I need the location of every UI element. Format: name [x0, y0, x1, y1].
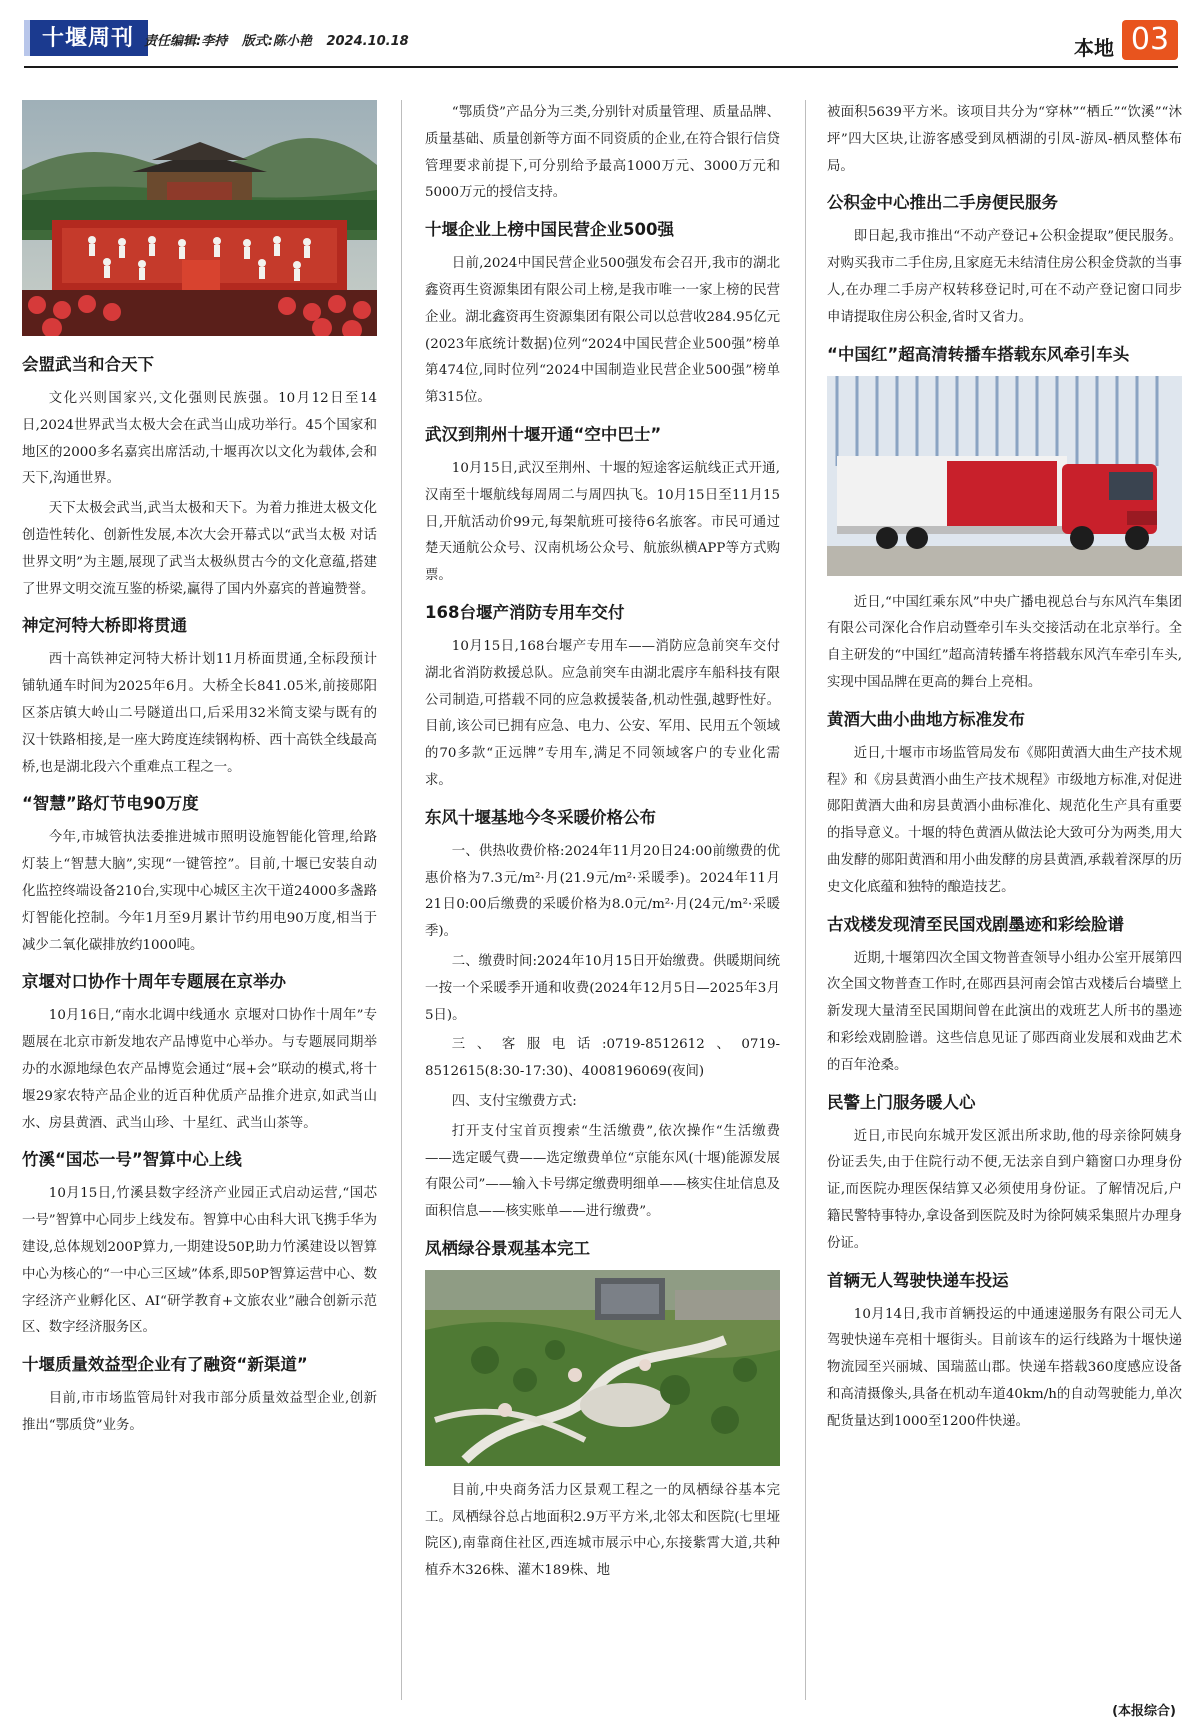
article-broadcast-truck — [827, 342, 1182, 697]
article-paragraph: 打开支付宝首页搜索“生活缴费”,依次操作“生活缴费——选定暖气费——选定缴费单位“京能东风(十堰)能源发展有限公司”——输入卡号绑定缴费明细单——核实住址信息及面积信息——核实账单——进行缴费”。 — [425, 1123, 780, 1220]
article-paragraph: 一、供热收费价格:2024年11月20日24:00前缴费的优惠价格为7.3元/m²·月(21.9元/m²·采暖季)。2024年11月21日0:00后缴费的采暖价格为8.0元/m²·月(24元/m²·采暖季)。 — [425, 843, 780, 940]
article-fengqi-valley-continued — [827, 100, 1182, 180]
article-title: 168台堰产消防专用车交付 — [425, 602, 625, 622]
article-title: 十堰企业上榜中国民营企业500强 — [425, 220, 674, 240]
article-title: 黄酒大曲小曲地方标准发布 — [827, 709, 1025, 729]
article-computing-center — [22, 1147, 377, 1342]
source-credit: (本报综合) — [1112, 1704, 1176, 1719]
article-paragraph: 被面积5639平方米。该项目共分为“穿林”“栖丘”“饮溪”“沐坪”四大区块,让游客感受到凤栖湖的引凤-游凤-栖凤整体布局。 — [827, 105, 1182, 174]
article-paragraph: 近期,十堰第四次全国文物普查领导小组办公室开展第四次全国文物普查工作时,在郧西县河南会馆古戏楼后台墙壁上新发现大量清至民国期间曾在此演出的戏班艺人所书的墨迹和彩绘戏剧脸谱。这些信息见证了郧西商业发展和戏曲艺术的百年沧桑。 — [827, 950, 1182, 1073]
article-rice-wine-standards — [827, 707, 1182, 902]
article-paragraph: 日前,2024中国民营企业500强发布会召开,我市的湖北鑫资再生资源集团有限公司上榜,是我市唯一一家上榜的民营企业。湖北鑫资再生资源集团有限公司以总营收284.95亿元(2023年底统计数据)位列“2024中国民营企业500强”榜单第474位,同时位列“2024中国制造业民营企业500强”榜单第315位。 — [425, 256, 780, 406]
article-paragraph: 近日,市民向东城开发区派出所求助,他的母亲徐阿姨身份证丢失,由于住院行动不便,无法亲自到户籍窗口办理身份证,而医院办理医保结算又必须使用身份证。了解情况后,户籍民警特事特办,拿设备到医院及时为徐阿姨采集照片办理身份证。 — [827, 1128, 1182, 1251]
article-title: “智慧”路灯节电90万度 — [22, 794, 199, 814]
column-2 — [425, 100, 780, 1700]
section-name: 本地 — [1074, 36, 1114, 60]
article-housing-fund — [827, 190, 1182, 331]
fengqi-valley-image — [425, 1270, 780, 1466]
newspaper-logo: 十堰周刊 — [24, 20, 148, 56]
article-paragraph: 今年,市城管执法委推进城市照明设施智能化管理,给路灯装上“智慧大脑”,实现“一键管控”。目前,十堰已安装自动化监控终端设备210台,实现中心城区主次干道24000多盏路灯智能化控制。今年1月至9月累计节约用电90万度,相当于减少二氧化碳排放约1000吨。 — [22, 830, 377, 953]
article-paragraph: 近日,“中国红乘东风”中央广播电视总台与东风汽车集团有限公司深化合作启动暨牵引车头交接活动在北京举行。全自主研发的“中国红”超高清转播车将搭载东风汽车牵引车头,实现中国品牌在更高的舞台上亮相。 — [827, 594, 1182, 690]
masthead-meta — [144, 30, 419, 49]
article-title: 东风十堰基地今冬采暖价格公布 — [425, 807, 656, 827]
article-paragraph: “鄂质贷”产品分为三类,分别针对质量管理、质量品牌、质量基础、质量创新等方面不同资质的企业,在符合银行信贷管理要求前提下,可分别给予最高1000万元、3000万元和5000万元的授信支持。 — [425, 105, 780, 201]
article-quality-loan-continued — [425, 100, 780, 207]
article-private-500 — [425, 217, 780, 412]
article-paragraph: 二、缴费时间:2024年10月15日开始缴费。供暖期间统一按一个采暖季开通和收费(2024年12月5日—2025年3月5日)。 — [425, 953, 780, 1023]
column-divider — [401, 100, 402, 1700]
article-smart-streetlights — [22, 791, 377, 959]
layout-credit: 版式:陈小艳 — [241, 34, 312, 49]
article-title: 民警上门服务暖人心 — [827, 1092, 976, 1112]
article-paragraph: 目前,市市场监管局针对我市部分质量效益型企业,创新推出“鄂质贷”业务。 — [22, 1391, 377, 1433]
article-title: “中国红”超高清转播车搭载东风牵引车头 — [827, 344, 1130, 364]
article-paragraph: 10月15日,168台堰产专用车——消防应急前突车交付湖北省消防救援总队。应急前突车由湖北震序车船科技有限公司制造,可搭载不同的应急救援装备,机动性强,越野性好。目前,该公司已拥有应急、电力、公安、军用、民用五个领域的70多款“正远牌”专用车,满足不同领域客户的专业化需求。 — [425, 638, 780, 788]
article-police-service — [827, 1090, 1182, 1258]
article-title: 十堰质量效益型企业有了融资“新渠道” — [22, 1355, 308, 1375]
article-heating-price — [425, 805, 780, 1226]
issue-date: 2024.10.18 — [326, 34, 409, 49]
article-fengqi-valley — [425, 1236, 780, 1585]
article-ancient-stage — [827, 912, 1182, 1080]
broadcast-truck-image — [827, 376, 1182, 576]
article-paragraph: 近日,十堰市市场监管局发布《郧阳黄酒大曲生产技术规程》和《房县黄酒小曲生产技术规程》市级地方标准,对促进郧阳黄酒大曲和房县黄酒小曲标准化、规范化生产具有重要的指导意义。十堰的特色黄酒从做法论大致可分为两类,用大曲发酵的郧阳黄酒和用小曲发酵的房县黄酒,承载着深厚的历史文化底蕴和独特的酿造技艺。 — [827, 745, 1182, 895]
taiji-ceremony-image — [22, 100, 377, 336]
article-title: 会盟武当和合天下 — [22, 355, 154, 374]
article-paragraph: 文化兴则国家兴,文化强则民族强。10月12日至14日,2024世界武当太极大会在武当山成功举行。45个国家和地区的2000多名嘉宾出席活动,十堰再次以文化为载体,会和天下,沟通世界。 — [22, 391, 377, 487]
article-shendinghe-bridge — [22, 613, 377, 781]
article-title: 首辆无人驾驶快递车投运 — [827, 1270, 1009, 1290]
page-number: 03 — [1122, 20, 1178, 60]
article-driverless-delivery — [827, 1268, 1182, 1436]
column-3 — [827, 100, 1182, 1700]
taiji-ceremony-photo — [22, 100, 377, 336]
article-paragraph: 三、客服电话:0719-8512612、0719-8512615(8:30-17:30)、4008196069(夜间) — [425, 1037, 780, 1080]
article-title: 公积金中心推出二手房便民服务 — [827, 193, 1058, 213]
article-quality-loan — [22, 1352, 377, 1440]
article-title: 神定河特大桥即将贯通 — [22, 616, 187, 636]
masthead — [24, 20, 1178, 68]
article-title: 古戏楼发现清至民国戏剧墨迹和彩绘脸谱 — [827, 914, 1124, 934]
article-paragraph: 天下太极会武当,武当太极和天下。为着力推进太极文化创造性转化、创新性发展,本次大会开幕式以“武当太极 对话世界文明”为主题,展现了武当太极纵贯古今的文化意蕴,搭建了世界文明交流互鉴的桥梁,赢得了国内外嘉宾的普遍赞誉。 — [22, 501, 377, 597]
article-air-bus — [425, 422, 780, 590]
article-paragraph: 10月15日,竹溪县数字经济产业园正式启动运营,“国芯一号”智算中心同步上线发布。智算中心由科大讯飞携手华为建设,总体规划200P算力,一期建设50P,助力竹溪建设以智算中心为核心的“一中心三区域”体系,即50P智算运营中心、数字经济产业孵化区、AI“研学教育+文旅农业”融合创新示范区、数字经济服务区。 — [22, 1186, 377, 1336]
article-paragraph: 西十高铁神定河特大桥计划11月桥面贯通,全标段预计铺轨通车时间为2025年6月。大桥全长841.05米,前接郧阳区茶店镇大岭山二号隧道出口,后采用32米简支梁与既有的汉十铁路相接,是一座大跨度连续钢构桥、西十高铁全线最高桥,也是湖北段六个重难点工程之一。 — [22, 652, 377, 775]
article-paragraph: 即日起,我市推出“不动产登记+公积金提取”便民服务。对购买我市二手住房,且家庭无未结清住房公积金贷款的当事人,在办理二手房产权转移登记时,可在不动产登记窗口同步申请提取住房公积金,省时又省力。 — [827, 229, 1182, 325]
article-paragraph: 10月16日,“南水北调中线通水 京堰对口协作十周年”专题展在北京市新发地农产品博览中心举办。与专题展同期举办的水源地绿色农产品博览会通过“展+会”联动的模式,将十堰29家农特产品企业的近百种优质产品推介进京,如武当山水、房县黄酒、武当山珍、十星红、武当山茶等。 — [22, 1008, 377, 1131]
article-paragraph: 目前,中央商务活力区景观工程之一的凤栖绿谷基本完工。凤栖绿谷总占地面积2.9万平方米,北邻太和医院(七里垭院区),南靠商住社区,西连城市展示中心,东接紫霄大道,共种植乔木326株、灌木189株、地 — [425, 1482, 780, 1579]
article-paragraph: 10月15日,武汉至荆州、十堰的短途客运航线正式开通,汉南至十堰航线每周周二与周四执飞。10月15日至11月15日,开航活动价99元,每架航班可接待6名旅客。市民可通过楚天通航公众号、汉南机场公众号、航旅纵横APP等方式购票。 — [425, 460, 780, 584]
article-wudang-taiji — [22, 352, 377, 603]
article-paragraph: 四、支付宝缴费方式: — [451, 1093, 577, 1109]
article-paragraph: 10月14日,我市首辆投运的中通速递服务有限公司无人驾驶快递车亮相十堰街头。目前该车的运行线路为十堰快递物流园至兴丽城、国瑞蓝山郡。快递车搭载360度感应设备和高清摄像头,具备在机动车道40km/h的自动驾驶能力,单次配货量达到1000至1200件快递。 — [827, 1306, 1182, 1429]
article-beijing-exhibition — [22, 969, 377, 1137]
column-divider — [805, 100, 806, 1700]
broadcast-truck-photo — [827, 376, 1182, 576]
article-title: 京堰对口协作十周年专题展在京举办 — [22, 972, 286, 992]
article-title: 凤栖绿谷景观基本完工 — [425, 1238, 590, 1258]
fengqi-valley-photo — [425, 1270, 780, 1466]
article-title: 竹溪“国芯一号”智算中心上线 — [22, 1150, 242, 1170]
editor-credit: 责任编辑:李持 — [144, 34, 228, 49]
article-title: 武汉到荆州十堰开通“空中巴士” — [425, 424, 662, 444]
article-fire-trucks — [425, 600, 780, 795]
column-1 — [22, 100, 377, 1700]
